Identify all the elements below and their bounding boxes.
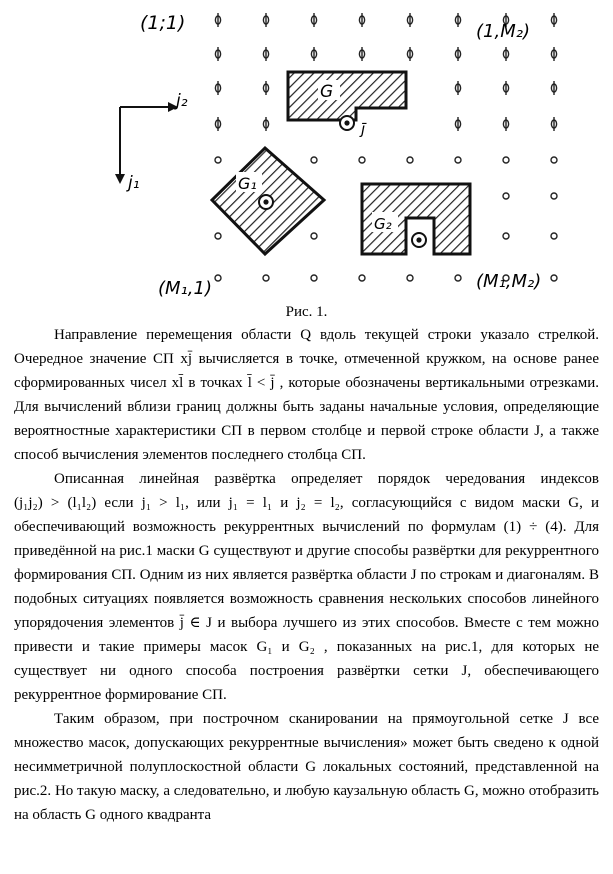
p2-math-5: (1) ÷ (4)	[503, 519, 563, 535]
p2-text-5: , согласующийся с видом маски G, и обеспечивающий возможность рекуррентных вычислений по формулам	[14, 495, 599, 535]
mask-g1	[212, 148, 324, 254]
grid-point	[407, 157, 413, 163]
mask-g-point-label: j̄	[361, 120, 366, 138]
p2-text-3: , или	[185, 495, 229, 511]
grid-point	[311, 275, 317, 281]
p1-math-2: xl̄	[171, 375, 184, 391]
p2-text-4: и	[272, 495, 297, 511]
mask-g1-label: G₁	[238, 174, 257, 193]
label-top-right: (1,M₂)	[476, 21, 530, 42]
axis-j1	[115, 107, 125, 184]
grid-point	[215, 157, 221, 163]
p3-text-1: Таким образом, при построчном сканировании на прямоугольной сетке J все множество масок, допускающих рекуррентные вычисления» может быть сведено к одной несимметричной полуплоскостной области G локальных состояний, представленной на рис.2. Но такую маску, а следовательно, и любую каузальную область G, можно отобразить на область G одного квадранта	[14, 711, 599, 823]
body-text	[14, 323, 599, 827]
p2-text-7: и выбора лучшего из этих способов. Вместе с тем можно привести и такие примеры масок	[14, 615, 600, 655]
axis-j2	[120, 102, 178, 112]
grid-point	[407, 275, 413, 281]
figure-caption: Рис. 1.	[285, 304, 328, 320]
p2-text-6: . Для приведённой на рис.1 маски G существуют и другие способы развёртки для рекуррентного формирования СП. Одним из них является развёртка области J по строкам и диагоналям. В подобных ситуациях появляется возможность сравнения нескольких способов линейного упорядочения элементов	[14, 519, 600, 631]
label-bottom-right: (M₁,M₂)	[476, 271, 542, 292]
label-bottom-left: (M₁,1)	[158, 278, 212, 299]
grid-point	[215, 275, 221, 281]
grid-point	[311, 157, 317, 163]
p2-math-8: G₂	[298, 639, 315, 655]
grid-point	[503, 233, 509, 239]
p2-math-3: j₁ = l₁	[228, 495, 273, 511]
axis-j1-label: j₁	[128, 173, 140, 193]
grid-point	[263, 275, 269, 281]
p1-math-1: xj̄	[180, 351, 193, 367]
p1-text-2: вычисляется в точке, отмеченной кружком, на основе ранее сформированных чисел	[14, 351, 599, 391]
mask-g2	[362, 184, 470, 254]
grid-point	[551, 233, 557, 239]
grid-point	[359, 275, 365, 281]
p1-text-4: , которые обозначены вертикальными отрезками. Для вычислений вблизи границ должны быть заданы начальные условия, определяющие вероятностные характеристики СП в первом столбце и первой строке области J, а также способ вычисления элементов последнего столбца СП.	[14, 375, 599, 463]
grid-point	[311, 233, 317, 239]
paragraph-3	[14, 707, 599, 827]
grid-point	[551, 157, 557, 163]
grid-point	[455, 275, 461, 281]
grid-point	[503, 193, 509, 199]
grid-point	[503, 157, 509, 163]
mask-g-label: G	[320, 82, 334, 102]
p2-math-2: j₁ > l₁	[141, 495, 186, 511]
p1-text-1: Направление перемещения области Q вдоль текущей строки указало стрелкой. Очередное значение СП	[14, 327, 599, 367]
grid-point	[551, 275, 557, 281]
p1-text-3: в точках	[183, 375, 248, 391]
p1-math-3: l̄ < j̄	[247, 375, 275, 391]
p2-text-2: если	[96, 495, 142, 511]
axis-j2-label: j₂	[176, 91, 188, 111]
mask-g2-label: G₂	[374, 215, 392, 233]
label-top-left: (1;1)	[140, 12, 186, 34]
p2-text-9: , показанных на рис.1, для которых не существует ни одного способа построения развёртки сетки J, обеспечивающего рекуррентное формирование СП.	[14, 639, 600, 703]
p2-math-6: j̄ ∈ J	[179, 615, 212, 631]
p2-math-4: j₂ = l₂	[296, 495, 340, 511]
p2-text-1: Описанная линейная развёртка определяет порядок чередования индексов	[54, 471, 599, 487]
grid-point	[359, 157, 365, 163]
p2-math-7: G₁	[256, 639, 273, 655]
figure-1	[0, 0, 613, 300]
mask-g	[288, 72, 406, 138]
paragraph-1	[14, 323, 599, 467]
p2-math-1: (j₁j₂) > (l₁l₂)	[14, 495, 97, 511]
grid-point	[551, 193, 557, 199]
paragraph-2	[14, 467, 599, 707]
grid-point	[215, 233, 221, 239]
p2-text-8: и	[272, 639, 299, 655]
grid-point	[455, 157, 461, 163]
